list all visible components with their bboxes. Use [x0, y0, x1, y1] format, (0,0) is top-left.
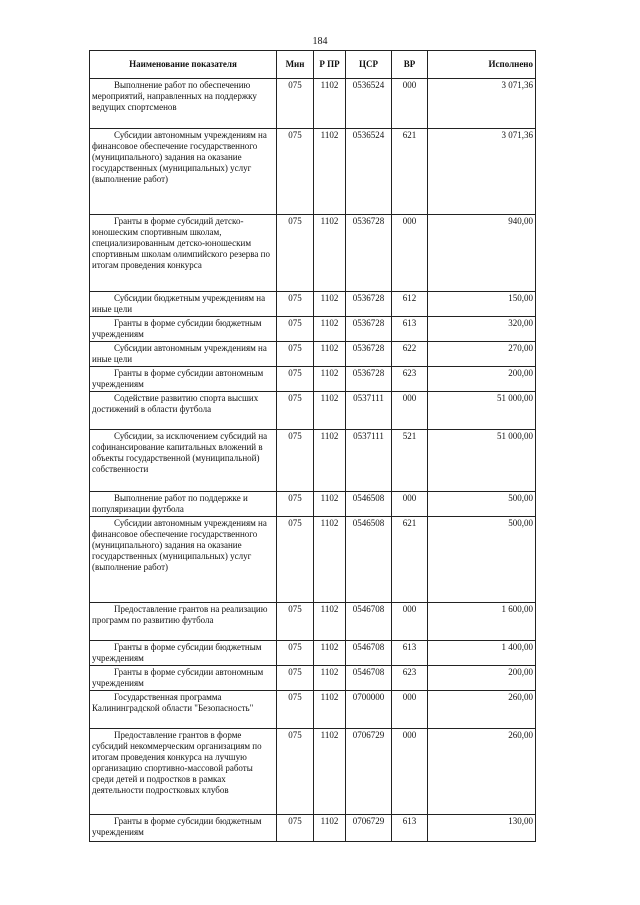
cell-vr: 622	[392, 342, 428, 367]
cell-min: 075	[277, 342, 314, 367]
cell-rpr: 1102	[314, 292, 346, 317]
cell-sum: 500,00	[428, 517, 536, 603]
table-row	[90, 292, 536, 317]
cell-rpr: 1102	[314, 215, 346, 292]
cell-min: 075	[277, 691, 314, 729]
cell-vr: 613	[392, 815, 428, 842]
table-row	[90, 392, 536, 430]
cell-vr: 623	[392, 666, 428, 691]
cell-rpr: 1102	[314, 492, 346, 517]
cell-sum: 500,00	[428, 492, 536, 517]
cell-rpr: 1102	[314, 517, 346, 603]
page-number: 184	[312, 36, 328, 47]
table-row	[90, 815, 536, 842]
table-row	[90, 641, 536, 666]
cell-min: 075	[277, 292, 314, 317]
cell-name: Субсидии, за исключением субсидий на софинансирование капитальных вложений в объекты государственной (муниципальной) собственности	[90, 430, 277, 492]
cell-csr: 0546708	[346, 641, 392, 666]
cell-min: 075	[277, 815, 314, 842]
header-sum: Исполнено	[428, 51, 536, 79]
cell-sum: 3 071,36	[428, 129, 536, 215]
cell-vr: 613	[392, 317, 428, 342]
cell-csr: 0706729	[346, 729, 392, 815]
cell-csr: 0546708	[346, 666, 392, 691]
cell-sum: 200,00	[428, 367, 536, 392]
cell-csr: 0536728	[346, 367, 392, 392]
cell-min: 075	[277, 129, 314, 215]
cell-min: 075	[277, 215, 314, 292]
header-csr: ЦСР	[346, 51, 392, 79]
cell-csr: 0536728	[346, 342, 392, 367]
cell-name: Предоставление грантов на реализацию программ по развитию футбола	[90, 603, 277, 641]
cell-vr: 000	[392, 79, 428, 129]
cell-vr: 521	[392, 430, 428, 492]
cell-sum: 51 000,00	[428, 392, 536, 430]
cell-name: Субсидии бюджетным учреждениям на иные цели	[90, 292, 277, 317]
cell-csr: 0546508	[346, 492, 392, 517]
cell-name: Субсидии автономным учреждениям на иные цели	[90, 342, 277, 367]
cell-name: Субсидии автономным учреждениям на финансовое обеспечение государственного (муниципального) задания на оказание государственных (муниципальных) услуг (выполнение работ)	[90, 129, 277, 215]
cell-name: Гранты в форме субсидии автономным учреждениям	[90, 367, 277, 392]
cell-rpr: 1102	[314, 729, 346, 815]
cell-vr: 623	[392, 367, 428, 392]
cell-min: 075	[277, 367, 314, 392]
cell-name: Содействие развитию спорта высших достижений в области футбола	[90, 392, 277, 430]
table-row	[90, 79, 536, 129]
cell-rpr: 1102	[314, 815, 346, 842]
cell-vr: 000	[392, 729, 428, 815]
table-row	[90, 367, 536, 392]
table-row	[90, 666, 536, 691]
cell-name: Предоставление грантов в форме субсидий некоммерческим организациям по итогам проведения конкурса на лучшую организацию спортивно-массовой работы среди детей и подростков в рамках деятельности подростковых клубов	[90, 729, 277, 815]
cell-vr: 000	[392, 691, 428, 729]
cell-min: 075	[277, 666, 314, 691]
cell-sum: 1 400,00	[428, 641, 536, 666]
table-row	[90, 317, 536, 342]
cell-vr: 612	[392, 292, 428, 317]
cell-name: Выполнение работ по поддержке и популяризации футбола	[90, 492, 277, 517]
cell-vr: 613	[392, 641, 428, 666]
cell-min: 075	[277, 641, 314, 666]
table-row	[90, 215, 536, 292]
cell-vr: 621	[392, 517, 428, 603]
header-name: Наименование показателя	[90, 51, 277, 79]
header-row	[90, 51, 536, 79]
cell-sum: 130,00	[428, 815, 536, 842]
cell-csr: 0536728	[346, 292, 392, 317]
cell-csr: 0706729	[346, 815, 392, 842]
cell-rpr: 1102	[314, 641, 346, 666]
table-row	[90, 492, 536, 517]
table-row	[90, 517, 536, 603]
table-row	[90, 729, 536, 815]
cell-name: Гранты в форме субсидии бюджетным учреждениям	[90, 317, 277, 342]
cell-rpr: 1102	[314, 392, 346, 430]
cell-name: Гранты в форме субсидии бюджетным учреждениям	[90, 641, 277, 666]
cell-min: 075	[277, 492, 314, 517]
cell-csr: 0537111	[346, 392, 392, 430]
cell-rpr: 1102	[314, 129, 346, 215]
header-rpr: Р ПР	[314, 51, 346, 79]
table-row	[90, 430, 536, 492]
cell-rpr: 1102	[314, 342, 346, 367]
cell-name: Выполнение работ по обеспечению мероприятий, направленных на поддержку ведущих спортсменов	[90, 79, 277, 129]
cell-rpr: 1102	[314, 603, 346, 641]
cell-csr: 0536728	[346, 317, 392, 342]
cell-sum: 260,00	[428, 691, 536, 729]
cell-rpr: 1102	[314, 79, 346, 129]
cell-vr: 000	[392, 603, 428, 641]
cell-name: Гранты в форме субсидии бюджетным учреждениям	[90, 815, 277, 842]
cell-sum: 940,00	[428, 215, 536, 292]
cell-vr: 621	[392, 129, 428, 215]
cell-min: 075	[277, 430, 314, 492]
cell-min: 075	[277, 79, 314, 129]
table-row	[90, 603, 536, 641]
cell-min: 075	[277, 392, 314, 430]
table-row	[90, 691, 536, 729]
cell-sum: 1 600,00	[428, 603, 536, 641]
cell-min: 075	[277, 603, 314, 641]
table-row	[90, 342, 536, 367]
cell-csr: 0536524	[346, 129, 392, 215]
cell-name: Гранты в форме субсидий детско-юношеским спортивным школам, специализированным детско-юношеским спортивным школам олимпийского резерва по итогам проведения конкурса	[90, 215, 277, 292]
cell-csr: 0546508	[346, 517, 392, 603]
cell-vr: 000	[392, 215, 428, 292]
cell-csr: 0536524	[346, 79, 392, 129]
cell-name: Гранты в форме субсидии автономным учреждениям	[90, 666, 277, 691]
cell-sum: 260,00	[428, 729, 536, 815]
cell-vr: 000	[392, 492, 428, 517]
cell-vr: 000	[392, 392, 428, 430]
cell-min: 075	[277, 517, 314, 603]
cell-name: Субсидии автономным учреждениям на финансовое обеспечение государственного (муниципального) задания на оказание государственных (муниципальных) услуг (выполнение работ)	[90, 517, 277, 603]
budget-table	[89, 50, 536, 842]
cell-rpr: 1102	[314, 430, 346, 492]
cell-rpr: 1102	[314, 367, 346, 392]
cell-csr: 0537111	[346, 430, 392, 492]
cell-sum: 51 000,00	[428, 430, 536, 492]
cell-min: 075	[277, 729, 314, 815]
cell-sum: 150,00	[428, 292, 536, 317]
cell-csr: 0536728	[346, 215, 392, 292]
cell-csr: 0546708	[346, 603, 392, 641]
cell-rpr: 1102	[314, 317, 346, 342]
cell-sum: 200,00	[428, 666, 536, 691]
cell-sum: 270,00	[428, 342, 536, 367]
cell-min: 075	[277, 317, 314, 342]
cell-rpr: 1102	[314, 691, 346, 729]
header-vr: ВР	[392, 51, 428, 79]
cell-sum: 320,00	[428, 317, 536, 342]
table-row	[90, 129, 536, 215]
cell-rpr: 1102	[314, 666, 346, 691]
cell-name: Государственная программа Калининградской области "Безопасность"	[90, 691, 277, 729]
header-min: Мин	[277, 51, 314, 79]
cell-csr: 0700000	[346, 691, 392, 729]
cell-sum: 3 071,36	[428, 79, 536, 129]
